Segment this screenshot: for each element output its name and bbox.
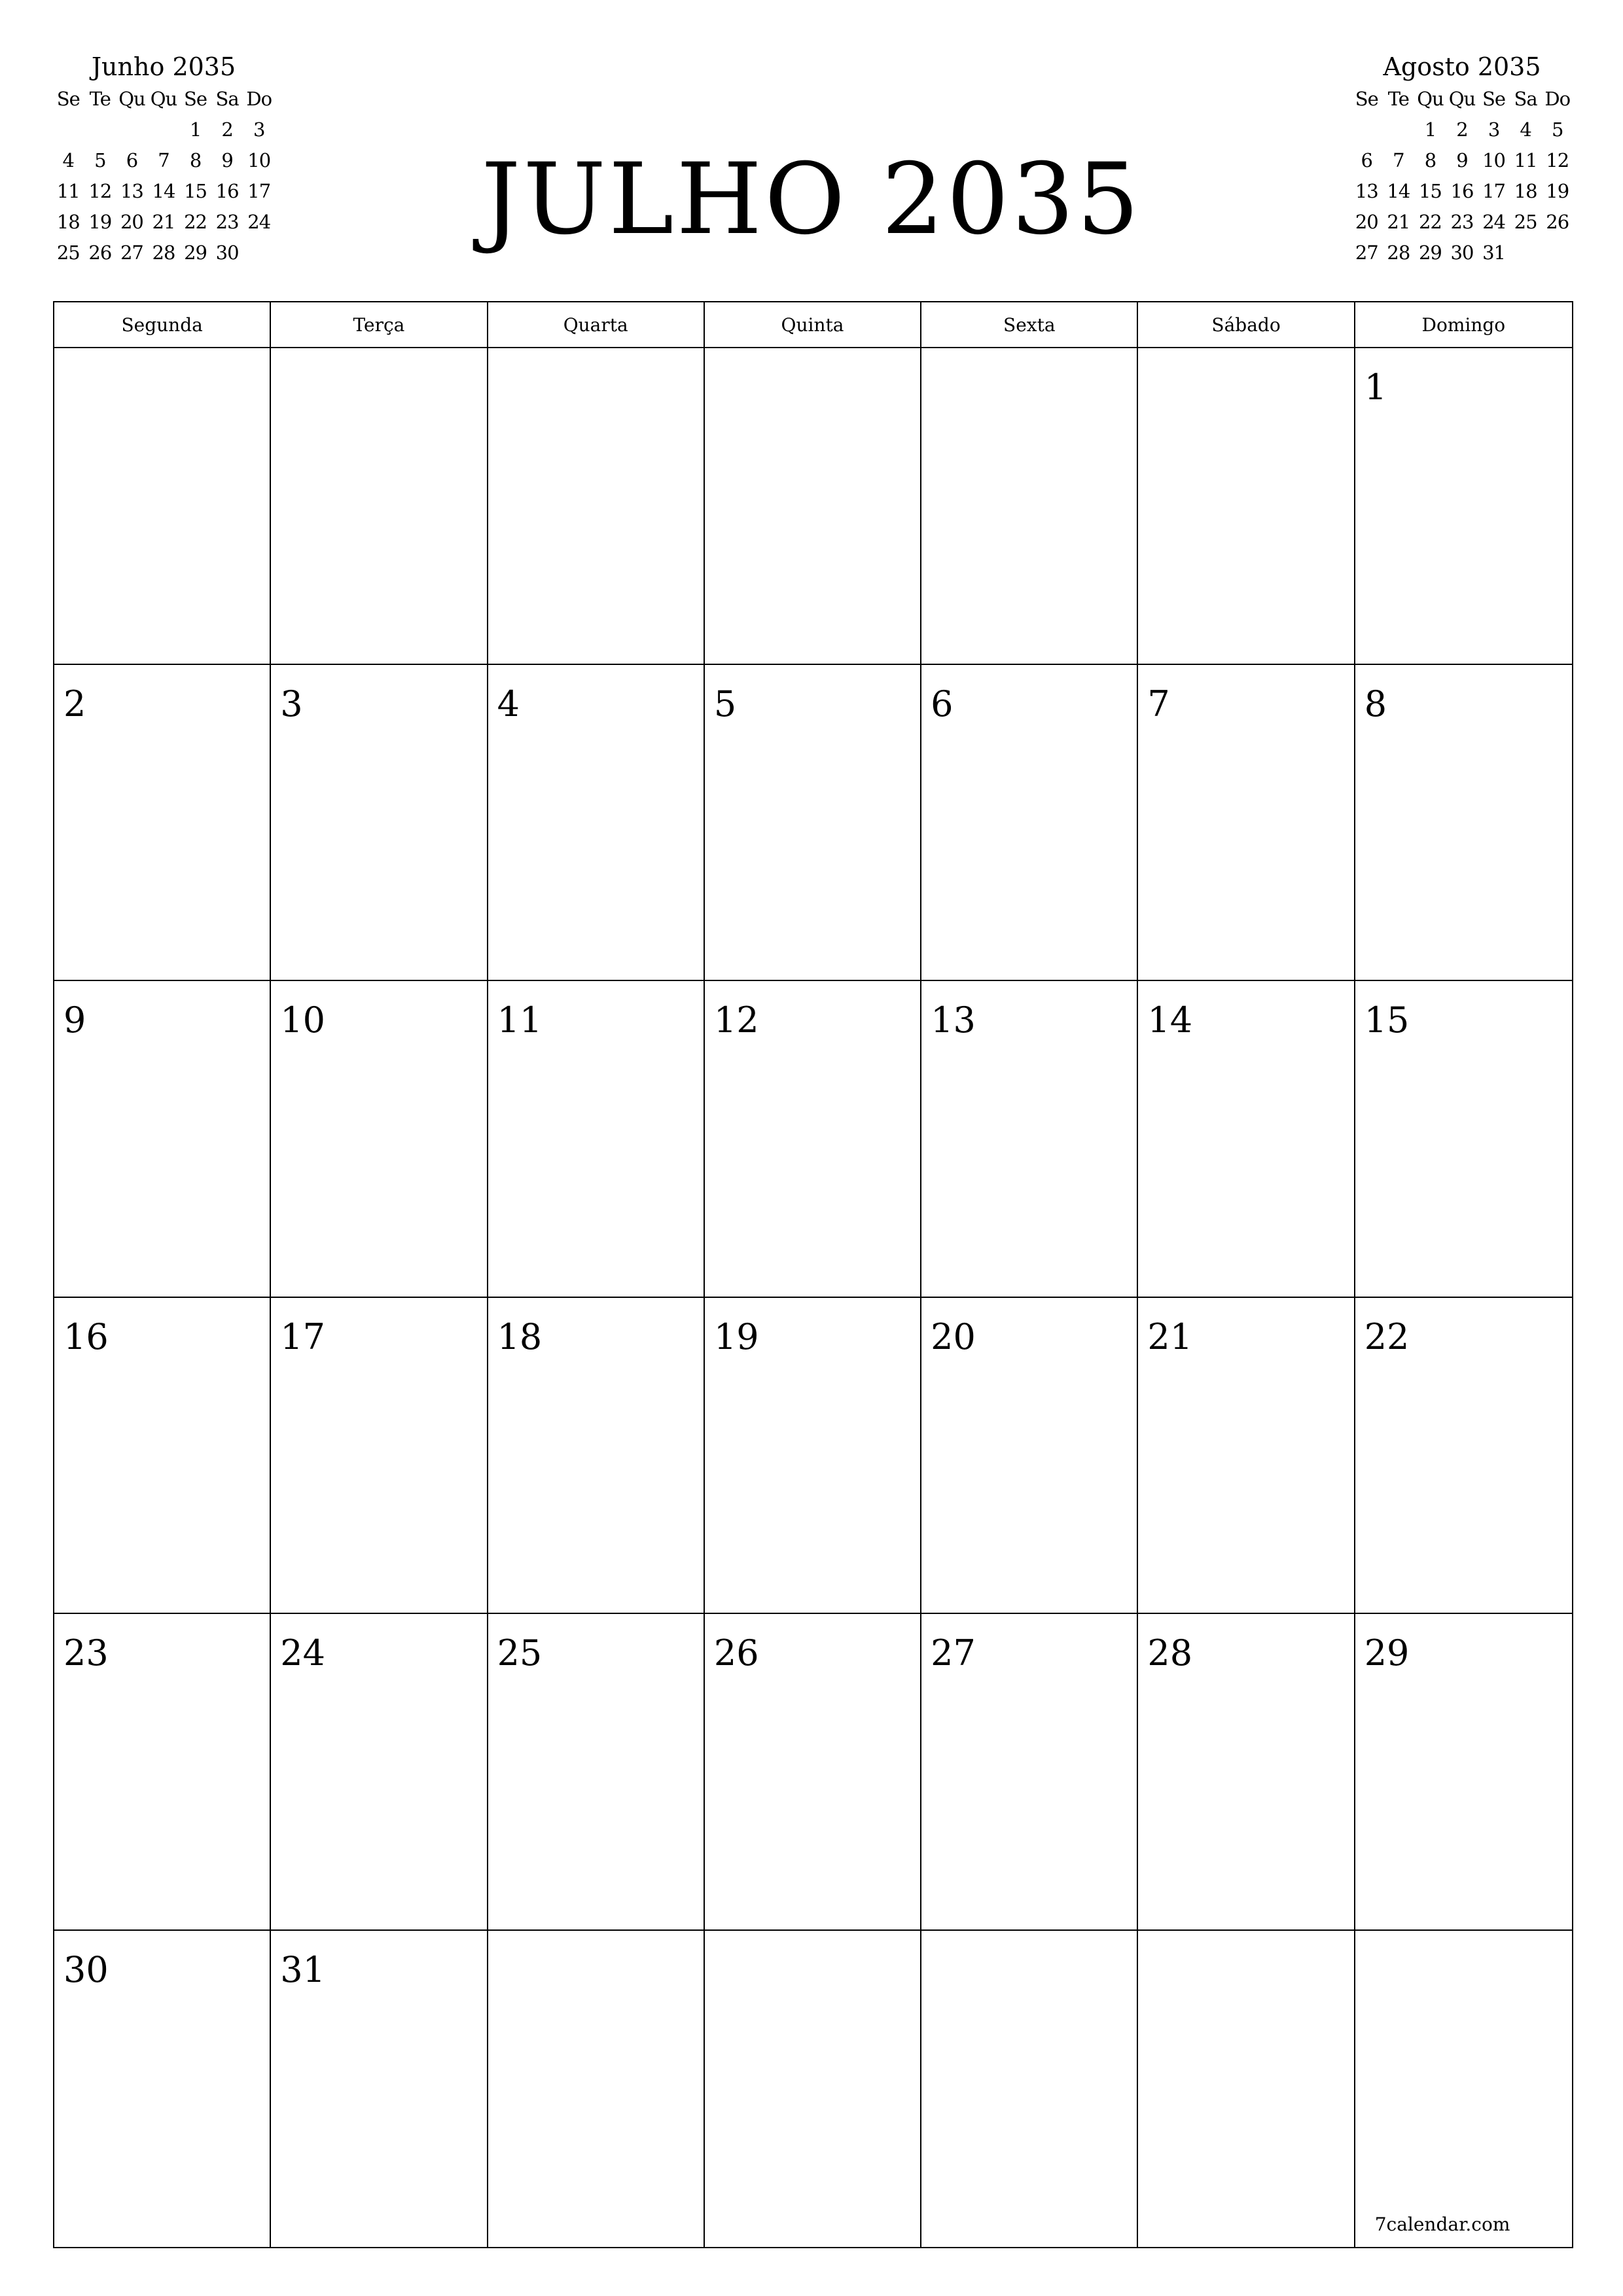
day-cell — [1138, 1298, 1355, 1615]
mini-day: 25 — [56, 242, 80, 264]
day-cell — [1138, 1614, 1355, 1931]
mini-day — [1541, 238, 1573, 268]
day-number: 22 — [1364, 1316, 1410, 1357]
weekday-header: Segunda — [54, 302, 271, 348]
day-number: 29 — [1364, 1632, 1410, 1674]
day-number: 15 — [1364, 999, 1410, 1041]
mini-weekday: Sa — [1514, 88, 1537, 110]
day-cell — [488, 981, 705, 1298]
mini-day: 16 — [215, 180, 239, 202]
day-cell — [1355, 981, 1572, 1298]
mini-day — [148, 115, 180, 145]
mini-day — [243, 238, 275, 268]
mini-weekday: Qu — [150, 88, 177, 110]
day-cell — [271, 981, 488, 1298]
mini-day: 27 — [120, 242, 143, 264]
day-cell — [271, 1298, 488, 1615]
mini-day: 10 — [247, 149, 271, 171]
mini-day: 28 — [1387, 242, 1410, 264]
mini-calendar-title: Agosto 2035 — [1383, 52, 1541, 81]
day-cell — [488, 1614, 705, 1931]
day-cell — [1138, 981, 1355, 1298]
mini-day: 13 — [1355, 180, 1378, 202]
mini-day: 15 — [1418, 180, 1442, 202]
mini-day: 11 — [56, 180, 80, 202]
month-grid — [53, 301, 1573, 2248]
day-number: 10 — [280, 999, 325, 1041]
mini-day: 3 — [1488, 118, 1500, 141]
mini-day: 15 — [184, 180, 207, 202]
mini-day: 5 — [94, 149, 106, 171]
mini-day: 26 — [1546, 211, 1569, 233]
day-cell — [54, 348, 271, 665]
mini-day: 5 — [1551, 118, 1563, 141]
day-number: 3 — [280, 683, 303, 725]
day-number: 26 — [713, 1632, 759, 1674]
day-number: 27 — [931, 1632, 976, 1674]
day-number: 13 — [931, 999, 976, 1041]
day-cell — [1138, 348, 1355, 665]
mini-day: 19 — [1546, 180, 1569, 202]
day-cell — [1355, 1931, 1572, 2248]
mini-day: 30 — [1450, 242, 1474, 264]
mini-weekday: Se — [184, 88, 207, 110]
mini-day: 27 — [1355, 242, 1378, 264]
mini-calendar-next — [1351, 51, 1573, 268]
mini-day: 8 — [1424, 149, 1436, 171]
day-number: 11 — [497, 999, 543, 1041]
mini-weekday: Te — [1387, 88, 1409, 110]
day-cell — [921, 981, 1138, 1298]
day-number: 23 — [63, 1632, 109, 1674]
mini-day: 6 — [126, 149, 138, 171]
mini-weekday: Do — [246, 88, 272, 110]
mini-day: 22 — [184, 211, 207, 233]
day-cell — [705, 1931, 921, 2248]
day-cell — [1355, 1298, 1572, 1615]
mini-day: 31 — [1482, 242, 1506, 264]
day-number: 17 — [280, 1316, 325, 1357]
day-number: 1 — [1364, 367, 1387, 408]
weekday-header: Sábado — [1138, 302, 1355, 348]
mini-day — [84, 115, 116, 145]
mini-day: 2 — [1456, 118, 1468, 141]
mini-day: 18 — [56, 211, 80, 233]
day-number: 4 — [497, 683, 520, 725]
mini-day: 12 — [1546, 149, 1569, 171]
day-number: 9 — [63, 999, 86, 1041]
day-cell — [705, 665, 921, 982]
day-cell — [271, 348, 488, 665]
day-cell — [54, 665, 271, 982]
mini-day: 25 — [1514, 211, 1537, 233]
day-cell — [1355, 1614, 1572, 1931]
mini-weekday: Qu — [118, 88, 145, 110]
day-number: 25 — [497, 1632, 543, 1674]
day-cell — [488, 348, 705, 665]
day-number: 16 — [63, 1316, 109, 1357]
mini-day: 14 — [1387, 180, 1410, 202]
mini-day — [1383, 115, 1415, 145]
mini-calendar-prev — [52, 51, 275, 268]
day-cell — [1138, 665, 1355, 982]
mini-day: 7 — [1393, 149, 1404, 171]
mini-day: 21 — [152, 211, 175, 233]
day-cell — [921, 1931, 1138, 2248]
mini-day: 20 — [1355, 211, 1378, 233]
day-cell — [1355, 665, 1572, 982]
mini-day: 21 — [1387, 211, 1410, 233]
weekday-header: Domingo — [1355, 302, 1572, 348]
day-cell — [705, 348, 921, 665]
mini-day — [1351, 115, 1383, 145]
mini-day: 17 — [1482, 180, 1506, 202]
day-cell — [1355, 348, 1572, 665]
mini-day: 29 — [184, 242, 207, 264]
mini-day: 3 — [253, 118, 265, 141]
day-cell — [705, 1614, 921, 1931]
mini-day: 24 — [1482, 211, 1506, 233]
day-number: 31 — [280, 1948, 325, 1990]
day-number: 21 — [1147, 1316, 1193, 1357]
day-cell — [271, 1614, 488, 1931]
mini-day: 1 — [1424, 118, 1436, 141]
mini-weekday: Se — [1355, 88, 1378, 110]
mini-day: 14 — [152, 180, 175, 202]
day-cell — [54, 981, 271, 1298]
day-number: 7 — [1147, 683, 1170, 725]
day-number: 8 — [1364, 683, 1387, 725]
mini-day — [52, 115, 84, 145]
site-credit: 7calendar.com — [1374, 2214, 1510, 2235]
mini-day: 29 — [1418, 242, 1442, 264]
day-cell — [488, 1931, 705, 2248]
mini-day: 24 — [247, 211, 271, 233]
mini-day: 22 — [1418, 211, 1442, 233]
day-number: 18 — [497, 1316, 543, 1357]
day-number: 30 — [63, 1948, 109, 1990]
mini-day: 16 — [1450, 180, 1474, 202]
page-title: JULHO 2035 — [481, 143, 1142, 257]
weekday-header: Terça — [271, 302, 488, 348]
mini-day: 2 — [221, 118, 233, 141]
mini-weekday: Do — [1544, 88, 1571, 110]
mini-day: 17 — [247, 180, 271, 202]
mini-day: 6 — [1361, 149, 1372, 171]
day-cell — [54, 1298, 271, 1615]
day-cell — [271, 665, 488, 982]
mini-calendar-title: Junho 2035 — [91, 52, 236, 81]
day-cell — [921, 1614, 1138, 1931]
mini-day: 1 — [189, 118, 202, 141]
mini-day: 11 — [1514, 149, 1537, 171]
day-cell — [705, 981, 921, 1298]
day-number: 6 — [931, 683, 954, 725]
day-number: 12 — [713, 999, 759, 1041]
day-number: 20 — [931, 1316, 976, 1357]
day-number: 24 — [280, 1632, 325, 1674]
mini-weekday: Se — [56, 88, 80, 110]
mini-day: 9 — [1456, 149, 1468, 171]
weekday-header: Quarta — [488, 302, 705, 348]
mini-day — [1510, 238, 1542, 268]
day-cell — [271, 1931, 488, 2248]
mini-weekday: Qu — [1448, 88, 1476, 110]
day-cell — [921, 1298, 1138, 1615]
mini-weekday: Sa — [215, 88, 239, 110]
mini-day — [116, 115, 148, 145]
day-cell — [1138, 1931, 1355, 2248]
day-cell — [488, 665, 705, 982]
day-cell — [54, 1614, 271, 1931]
mini-day: 10 — [1482, 149, 1506, 171]
day-cell — [921, 348, 1138, 665]
day-cell — [921, 665, 1138, 982]
mini-day: 18 — [1514, 180, 1537, 202]
mini-day: 23 — [1450, 211, 1474, 233]
day-cell — [488, 1298, 705, 1615]
mini-day: 19 — [88, 211, 112, 233]
day-cell — [54, 1931, 271, 2248]
mini-day: 30 — [215, 242, 239, 264]
day-cell — [705, 1298, 921, 1615]
mini-day: 4 — [62, 149, 74, 171]
weekday-header: Sexta — [921, 302, 1138, 348]
mini-weekday: Se — [1482, 88, 1506, 110]
mini-day: 26 — [88, 242, 112, 264]
mini-day: 23 — [215, 211, 239, 233]
mini-day: 8 — [189, 149, 202, 171]
weekday-header: Quinta — [705, 302, 921, 348]
mini-day: 20 — [120, 211, 143, 233]
mini-calendar-grid — [1351, 84, 1573, 268]
mini-calendar-grid — [52, 84, 275, 268]
mini-day: 7 — [158, 149, 169, 171]
day-number: 2 — [63, 683, 86, 725]
mini-weekday: Te — [89, 88, 111, 110]
mini-weekday: Qu — [1417, 88, 1444, 110]
day-number: 5 — [713, 683, 737, 725]
mini-day: 4 — [1520, 118, 1531, 141]
mini-day: 9 — [221, 149, 233, 171]
day-number: 28 — [1147, 1632, 1193, 1674]
mini-day: 13 — [120, 180, 143, 202]
mini-day: 12 — [88, 180, 112, 202]
day-number: 14 — [1147, 999, 1193, 1041]
mini-day: 28 — [152, 242, 175, 264]
day-number: 19 — [713, 1316, 759, 1357]
